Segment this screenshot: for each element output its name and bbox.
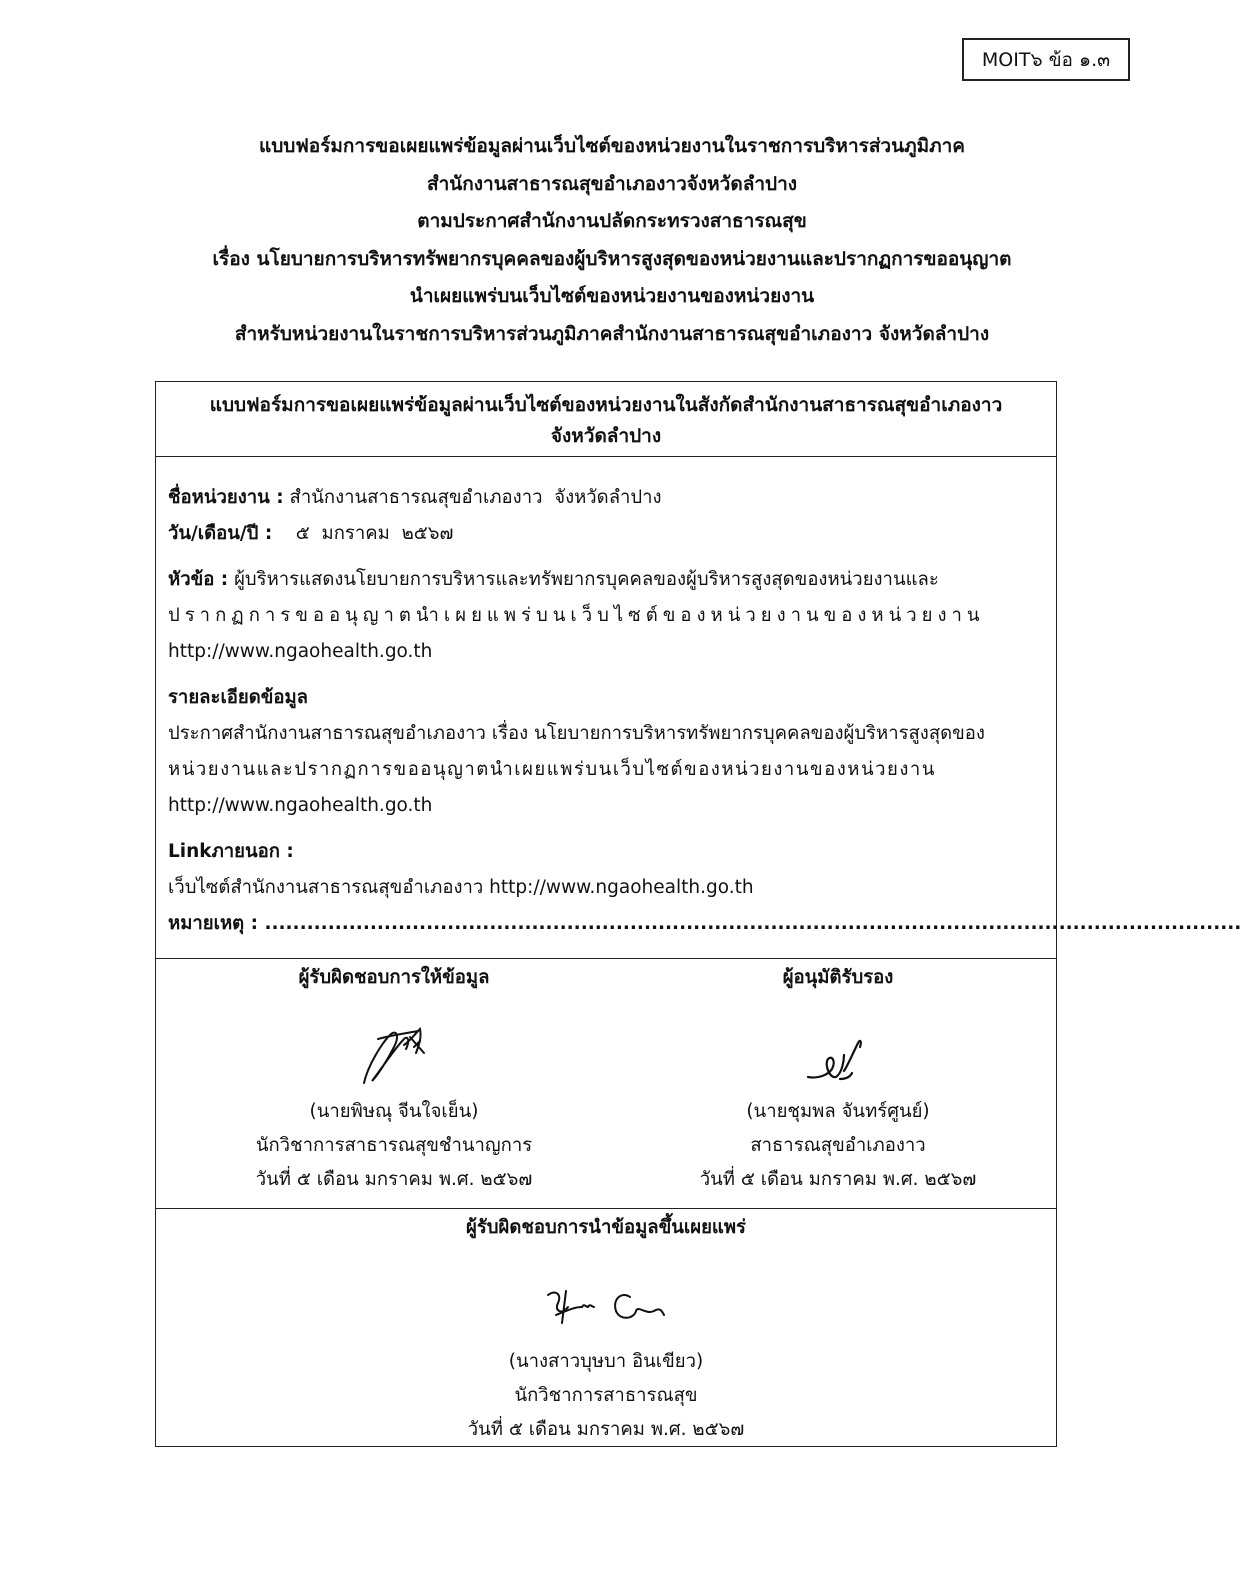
detail-label: รายละเอียดข้อมูล (168, 687, 309, 708)
publisher-heading: ผู้รับผิดชอบการนำข้อมูลขึ้นเผยแพร่ (466, 1217, 746, 1238)
topic-url: http://www.ngaohealth.go.th (168, 641, 433, 662)
form-header-line-2: จังหวัดลำปาง (550, 425, 662, 447)
approver-name: (นายชุมพล จันทร์ศูนย์) (746, 1101, 930, 1122)
publisher-signature-block (156, 1209, 1056, 1447)
title-line-1: แบบฟอร์มการขอเผยแพร่ข้อมูลผ่านเว็บไซต์ของหน่วยงานในราชการบริหารส่วนภูมิภาค (258, 135, 966, 157)
informant-signature-image (174, 995, 614, 1095)
form-header-line-1: แบบฟอร์มการขอเผยแพร่ข้อมูลผ่านเว็บไซต์ของหน่วยงานในสังกัดสำนักงานสาธารณสุขอำเภองาว (209, 394, 1003, 416)
link-value: เว็บไซต์สำนักงานสาธารณสุขอำเภองาว http://www.ngaohealth.go.th (168, 877, 754, 898)
note-row (168, 906, 1241, 942)
form-info-section (168, 480, 1241, 942)
approver-signature-image (618, 995, 1058, 1095)
informant-date: วันที่ ๕ เดือน มกราคม พ.ศ. ๒๕๖๗ (255, 1169, 533, 1190)
topic-label: หัวข้อ : (168, 569, 229, 590)
signature-icon (778, 995, 898, 1095)
topic-line-2: ปรากฏการขออนุญาตนำเผยแพร่บนเว็บไซต์ของหน่วยงานของหน่วยงาน (168, 605, 985, 626)
form-header (156, 382, 1056, 457)
informant-signature-block (174, 959, 614, 1208)
publisher-signature-image (156, 1245, 1056, 1345)
approver-date: วันที่ ๕ เดือน มกราคม พ.ศ. ๒๕๖๗ (699, 1169, 977, 1190)
title-line-4: เรื่อง นโยบายการบริหารทรัพยากรบุคคลของผู้บริหารสูงสุดของหน่วยงานและปรากฏการขออนุญาต (212, 247, 1012, 270)
publication-form (155, 381, 1241, 1447)
publisher-date: วันที่ ๕ เดือน มกราคม พ.ศ. ๒๕๖๗ (467, 1419, 745, 1440)
agency-row (168, 480, 1044, 516)
informant-position: นักวิชาการสาธารณสุขชำนาญการ (255, 1135, 533, 1156)
title-line-5: นำเผยแพร่บนเว็บไซต์ของหน่วยงานของหน่วยงาน (409, 285, 815, 307)
document-code-box (962, 38, 1130, 81)
document-title (120, 128, 1104, 353)
date-value: ๕ มกราคม ๒๕๖๗ (272, 523, 454, 544)
title-line-3: ตามประกาศสำนักงานปลัดกระทรวงสาธารณสุข (417, 210, 807, 232)
topic-row (168, 562, 1044, 598)
title-line-6: สำหรับหน่วยงานในราชการบริหารส่วนภูมิภาคสำนักงานสาธารณสุขอำเภองาว จังหวัดลำปาง (234, 322, 990, 345)
informant-name: (นายพิษณุ จีนใจเย็น) (309, 1101, 479, 1122)
date-row (168, 516, 1044, 552)
link-label: Linkภายนอก : (168, 841, 294, 862)
note-value: ........................................................................................................................................... (258, 913, 1241, 934)
informant-heading: ผู้รับผิดชอบการให้ข้อมูล (298, 967, 490, 988)
approver-signature-block (618, 959, 1058, 1208)
signature-icon (334, 995, 454, 1095)
document-code: MOIT๖ ข้อ ๑.๓ (981, 48, 1111, 71)
title-line-2: สำนักงานสาธารณสุขอำเภองาวจังหวัดลำปาง (426, 172, 798, 195)
note-label: หมายเหตุ : (168, 913, 258, 934)
publisher-position: นักวิชาการสาธารณสุข (514, 1385, 698, 1406)
signature-row (156, 958, 1056, 1209)
signature-icon (526, 1245, 686, 1345)
approver-position: สาธารณสุขอำเภองาว (750, 1135, 926, 1156)
agency-value: สำนักงานสาธารณสุขอำเภองาว จังหวัดลำปาง (283, 487, 662, 508)
detail-line-2: หน่วยงานและปรากฏการขออนุญาตนำเผยแพร่บนเว็บไซต์ของหน่วยงานของหน่วยงาน (168, 759, 936, 780)
date-label: วัน/เดือน/ปี : (168, 523, 273, 544)
topic-line-1: ผู้บริหารแสดงนโยบายการบริหารและทรัพยากรบุคคลของผู้บริหารสูงสุดของหน่วยงานและ (228, 569, 939, 590)
detail-line-1: ประกาศสำนักงานสาธารณสุขอำเภองาว เรื่อง นโยบายการบริหารทรัพยากรบุคคลของผู้บริหารสูงสุดของ (168, 723, 985, 744)
detail-url: http://www.ngaohealth.go.th (168, 795, 433, 816)
publisher-name: (นางสาวบุษบา อินเขียว) (508, 1351, 704, 1372)
agency-label: ชื่อหน่วยงาน : (168, 487, 284, 508)
approver-heading: ผู้อนุมัติรับรอง (782, 967, 894, 988)
